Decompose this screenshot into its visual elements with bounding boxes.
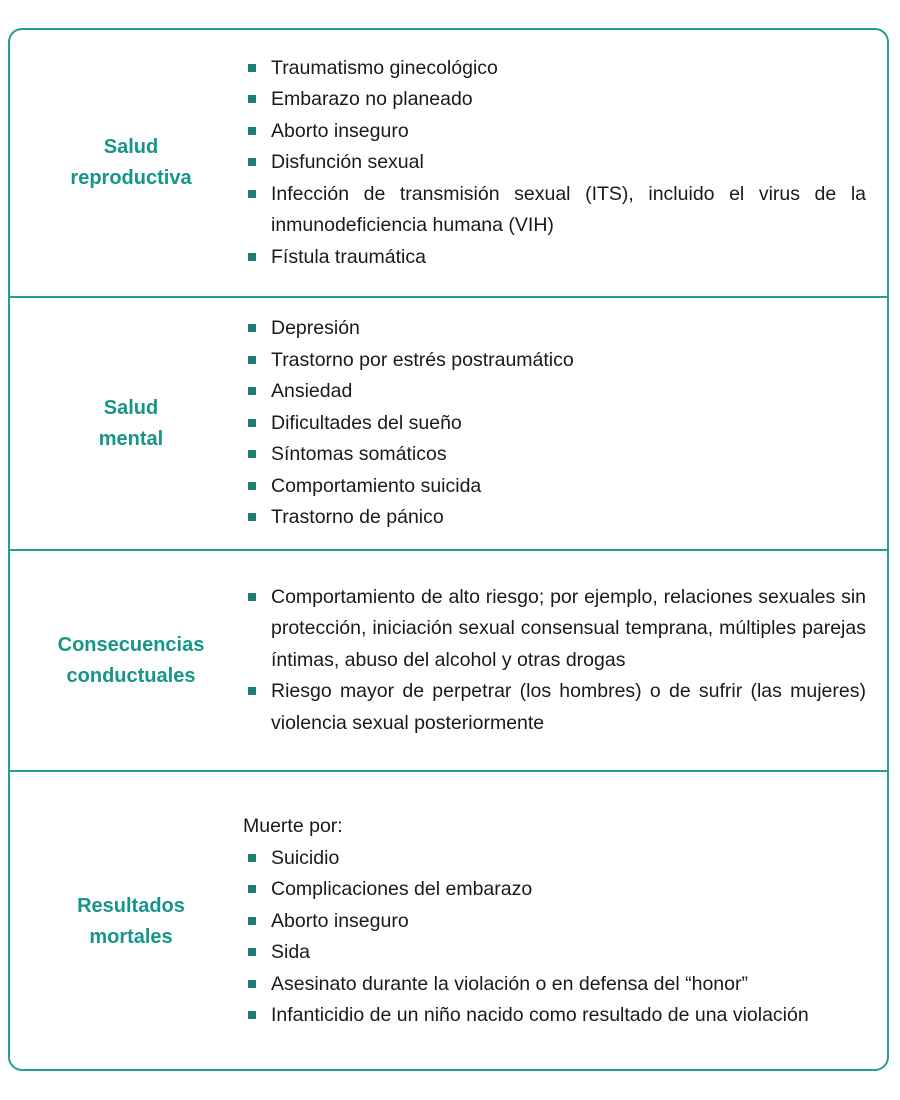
category-label-line: Salud (103, 396, 159, 419)
list-item (243, 471, 866, 503)
list-item (243, 502, 866, 534)
list-item (243, 147, 866, 179)
list-item (243, 582, 866, 677)
list-item-text: Disfunción sexual (271, 151, 424, 174)
category-label (10, 30, 252, 296)
list-item (243, 179, 866, 242)
category-label (10, 551, 252, 770)
list-item (243, 969, 866, 1001)
list-item-text: Comportamiento de alto riesgo; por ejemplo, relaciones sexuales sin protección, iniciación sexual consensual temprana, múltiples parejas íntimas, abuso del alcohol y otras drogas (271, 585, 866, 671)
square-bullet-icon (248, 854, 256, 862)
square-bullet-icon (248, 948, 256, 956)
square-bullet-icon (248, 1011, 256, 1019)
list-item-text: Riesgo mayor de perpetrar (los hombres) o de sufrir (las mujeres) violencia sexual posteriormente (271, 680, 866, 734)
list-item-text: Ansiedad (271, 380, 353, 403)
list-item-text: Asesinato durante la violación o en defensa del “honor” (271, 972, 748, 995)
square-bullet-icon (248, 127, 256, 135)
list-item (243, 439, 866, 471)
item-list (243, 313, 866, 534)
row-behavioral-consequences (10, 551, 887, 772)
category-content (243, 772, 866, 1071)
category-label (10, 772, 252, 1071)
square-bullet-icon (248, 687, 256, 695)
square-bullet-icon (248, 917, 256, 925)
list-item-text: Infanticidio de un niño nacido como resultado de una violación (271, 1004, 809, 1027)
category-content (243, 551, 866, 770)
list-item-text: Aborto inseguro (271, 909, 409, 932)
category-label-line: conductuales (66, 664, 196, 687)
list-item (243, 84, 866, 116)
square-bullet-icon (248, 482, 256, 490)
row-mental-health (10, 298, 887, 551)
square-bullet-icon (248, 419, 256, 427)
category-label-line: mental (98, 427, 164, 450)
item-list (243, 53, 866, 274)
list-intro: Muerte por: (243, 815, 343, 838)
list-item (243, 937, 866, 969)
list-item (243, 874, 866, 906)
list-item-text: Traumatismo ginecológico (271, 56, 498, 79)
square-bullet-icon (248, 593, 256, 601)
list-item-text: Sida (271, 941, 311, 964)
square-bullet-icon (248, 324, 256, 332)
category-label-line: reproductiva (70, 167, 192, 189)
list-item (243, 676, 866, 739)
category-label-line: Salud (103, 136, 159, 158)
square-bullet-icon (248, 64, 256, 72)
list-item (243, 906, 866, 938)
list-item-text: Embarazo no planeado (271, 88, 473, 111)
square-bullet-icon (248, 158, 256, 166)
list-item (243, 53, 866, 85)
health-consequences-table (8, 28, 889, 1071)
category-content (243, 298, 866, 549)
item-list (243, 843, 866, 1032)
list-item (243, 313, 866, 345)
category-label-line: mortales (89, 925, 173, 948)
square-bullet-icon (248, 387, 256, 395)
square-bullet-icon (248, 885, 256, 893)
row-fatal-outcomes (10, 772, 887, 1071)
square-bullet-icon (248, 356, 256, 364)
list-item (243, 242, 866, 274)
row-reproductive-health (10, 30, 887, 298)
square-bullet-icon (248, 980, 256, 988)
list-item-text: Fístula traumática (271, 245, 426, 268)
square-bullet-icon (248, 190, 256, 198)
square-bullet-icon (248, 95, 256, 103)
list-item-text: Trastorno de pánico (271, 506, 444, 529)
list-item-text: Trastorno por estrés postraumático (271, 348, 574, 371)
list-item-text: Comportamiento suicida (271, 474, 482, 497)
item-list (243, 582, 866, 740)
list-item-text: Depresión (271, 317, 360, 340)
category-content (243, 30, 866, 296)
category-label-line: Resultados (77, 894, 185, 917)
list-item (243, 116, 866, 148)
list-item (243, 376, 866, 408)
list-item-text: Síntomas somáticos (271, 443, 447, 466)
list-item (243, 408, 866, 440)
square-bullet-icon (248, 513, 256, 521)
list-item-text: Infección de transmisión sexual (ITS), incluido el virus de la inmunodeficiencia humana (VIH) (271, 182, 866, 237)
category-label-line: Consecuencias (57, 633, 205, 656)
list-item (243, 345, 866, 377)
square-bullet-icon (248, 253, 256, 261)
list-item-text: Dificultades del sueño (271, 411, 462, 434)
list-item-text: Aborto inseguro (271, 119, 409, 142)
list-item (243, 1000, 866, 1032)
square-bullet-icon (248, 450, 256, 458)
list-item-text: Complicaciones del embarazo (271, 878, 533, 901)
category-label (10, 298, 252, 549)
list-item-text: Suicidio (271, 846, 340, 869)
list-item (243, 843, 866, 875)
